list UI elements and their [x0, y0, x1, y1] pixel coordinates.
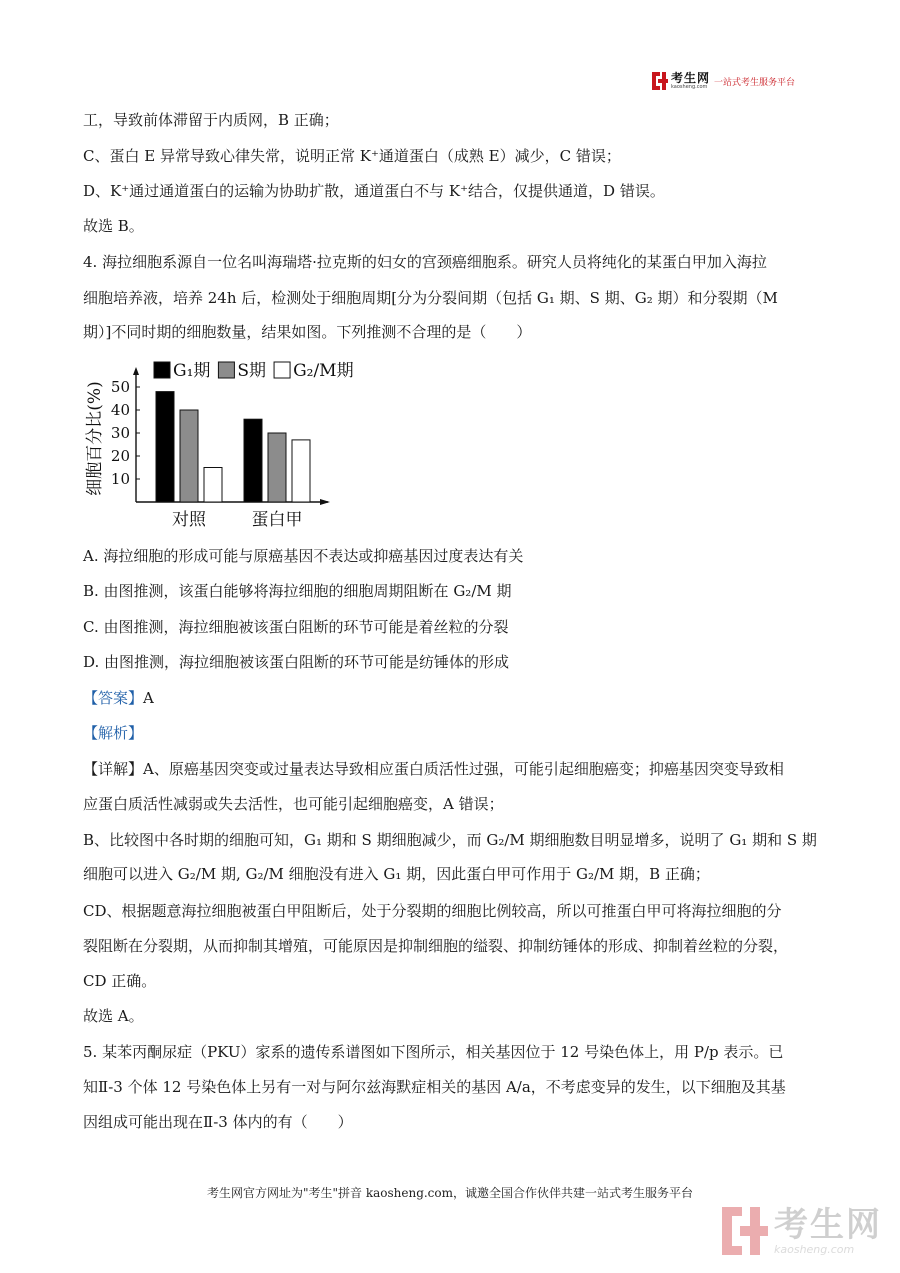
analysis-tag: 【解析】: [83, 724, 144, 742]
watermark-url: kaosheng.com: [774, 1242, 855, 1256]
logo-icon: [652, 72, 668, 90]
detail-text: CD、根据题意海拉细胞被蛋白甲阻断后，处于分裂期的细胞比例较高，所以可推蛋白甲可将海拉细胞的分: [83, 902, 782, 920]
logo-name: 考生网: [671, 71, 711, 85]
answer-line: [83, 688, 154, 708]
y-axis-label: 细胞百分比(%): [85, 381, 105, 496]
legend-label: G₂/M期: [293, 361, 354, 381]
y-tick-label: 10: [110, 470, 130, 488]
watermark-icon: [722, 1207, 768, 1255]
logo-slogan: 一站式考生服务平台: [714, 77, 796, 88]
text-line: D、K⁺通过通道蛋白的运输为协助扩散，通道蛋白不与 K⁺结合，仅提供通道，D 错误。: [83, 182, 665, 200]
legend-swatch: [274, 362, 290, 378]
y-tick-label: 50: [110, 378, 130, 396]
detail-text: CD 正确。: [83, 972, 157, 990]
y-tick-label: 20: [110, 447, 130, 465]
question-5-text: 知Ⅱ-3 个体 12 号染色体上另有一对与阿尔兹海默症相关的基因 A/a，不考虑变异的发生，以下细胞及其基: [83, 1078, 786, 1096]
question-4-text: 细胞培养液，培养 24h 后，检测处于细胞周期[分为分裂间期（包括 G₁ 期、S 期、G₂ 期）和分裂期（M: [83, 289, 778, 307]
detail-text: 故选 A。: [83, 1007, 144, 1025]
header-logo: [652, 72, 795, 90]
legend-swatch: [154, 362, 170, 378]
question-5-text: 因组成可能出现在Ⅱ-3 体内的有（ ）: [83, 1113, 353, 1131]
question-5-text: 5. 某苯丙酮尿症（PKU）家系的遗传系谱图如下图所示，相关基因位于 12 号染色体上，用 P/p 表示。已: [83, 1043, 784, 1061]
x-category-label: 蛋白甲: [251, 510, 303, 530]
detail-text: 应蛋白质活性减弱或失去活性，也可能引起细胞癌变，A 错误；: [83, 795, 504, 813]
option-d: D. 由图推测，海拉细胞被该蛋白阻断的环节可能是纺锤体的形成: [83, 653, 510, 671]
detail-text: 细胞可以进入 G₂/M 期, G₂/M 细胞没有进入 G₁ 期，因此蛋白甲可作用于 G₂/M 期，B 正确；: [83, 865, 710, 883]
bar: [244, 419, 262, 502]
y-tick-label: 40: [110, 401, 130, 419]
x-axis-arrow: [320, 499, 330, 505]
watermark-name: 考生网: [774, 1204, 882, 1245]
text-line: 工，导致前体滞留于内质网，B 正确；: [83, 111, 339, 129]
detail-text: B、比较图中各时期的细胞可知，G₁ 期和 S 期细胞减少，而 G₂/M 期细胞数目明显增多，说明了 G₁ 期和 S 期: [83, 831, 817, 849]
logo-url: kaosheng.com: [671, 84, 708, 90]
legend-label: S期: [237, 361, 267, 381]
bar: [180, 410, 198, 502]
detail-text: 裂阻断在分裂期，从而抑制其增殖，可能原因是抑制细胞的缢裂、抑制纺锤体的形成、抑制着丝粒的分裂，: [83, 937, 789, 955]
bar: [292, 440, 310, 502]
text-line: 故选 B。: [83, 217, 144, 235]
y-tick-label: 30: [110, 424, 130, 442]
bar: [204, 468, 222, 503]
answer-tag: 【答案】: [83, 689, 144, 707]
answer-value: A: [143, 689, 154, 707]
y-axis-arrow: [133, 367, 139, 375]
option-a: A. 海拉细胞的形成可能与原癌基因不表达或抑癌基因过度表达有关: [83, 547, 524, 565]
option-c: C. 由图推测，海拉细胞被该蛋白阻断的环节可能是着丝粒的分裂: [83, 618, 509, 636]
legend-label: G₁期: [173, 361, 211, 381]
x-category-label: 对照: [172, 510, 206, 530]
bar: [268, 433, 286, 502]
footer-text: 考生网官方网址为"考生"拼音 kaosheng.com，诚邀全国合作伙伴共建一站式考生服务平台: [206, 1186, 694, 1200]
watermark-logo: [722, 1204, 882, 1256]
detail-text: 【详解】A、原癌基因突变或过量表达导致相应蛋白质活性过强，可能引起细胞癌变；抑癌基因突变导致相: [83, 760, 784, 778]
text-line: C、蛋白 E 异常导致心律失常，说明正常 K⁺通道蛋白（成熟 E）减少，C 错误；: [83, 147, 621, 165]
bar: [156, 392, 174, 502]
legend-swatch: [218, 362, 234, 378]
cell-cycle-bar-chart: [78, 355, 378, 535]
question-4-text: 期）]不同时期的细胞数量，结果如图。下列推测不合理的是（ ）: [83, 323, 532, 341]
option-b: B. 由图推测，该蛋白能够将海拉细胞的细胞周期阻断在 G₂/M 期: [83, 582, 512, 600]
question-4-text: 4. 海拉细胞系源自一位名叫海瑞塔·拉克斯的妇女的宫颈癌细胞系。研究人员将纯化的某蛋白甲加入海拉: [83, 253, 767, 271]
